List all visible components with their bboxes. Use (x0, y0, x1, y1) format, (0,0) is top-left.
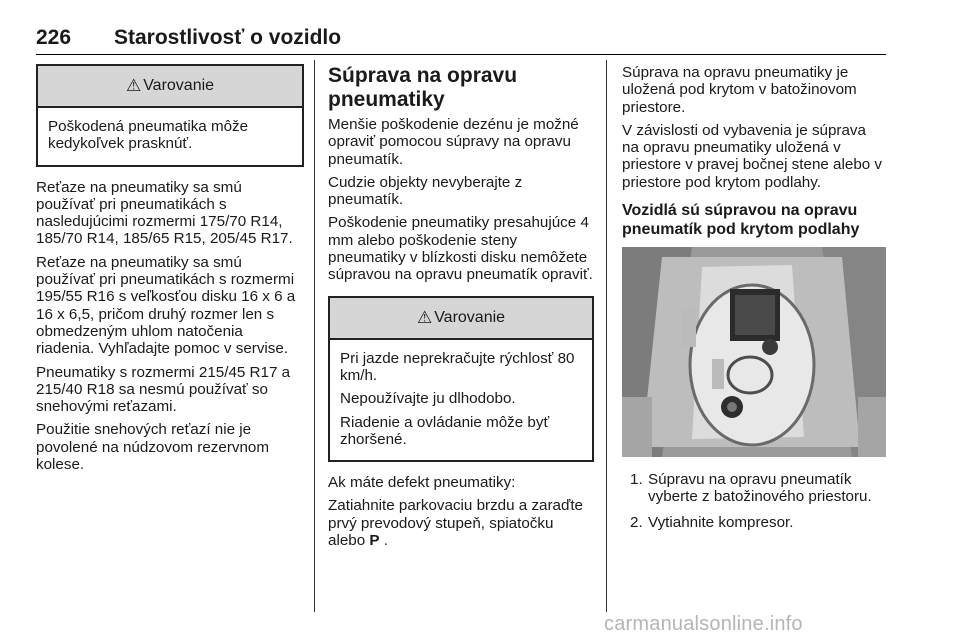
column-divider-1 (314, 60, 315, 612)
step-item (622, 471, 886, 506)
warning-item: Riadenie a ovládanie môže byť zhoršené. (340, 413, 550, 448)
step-item (622, 514, 886, 531)
paragraph: Menšie poškodenie dezénu je možné opraviť pomocou súpravy na opravu pneumatík. (328, 116, 579, 168)
running-title: Starostlivosť o vozidlo (114, 26, 342, 49)
page-number: 226 (36, 26, 72, 49)
paragraph-text: Zatiahnite parkovaciu brzdu a zaraďte prvý prevodový stupeň, spiatočku alebo (328, 497, 584, 550)
step-number: 2. (630, 513, 643, 531)
paragraph: Reťaze na pneumatiky sa smú používať pri pneumatikách s rozmermi 195/55 R16 s veľkosťou disku 16 x 6 a 16 x 6,5, pričom druhý rozmer len s obmedzeným uhlom natočenia riadenia. Vyhľadajte pomoc v servise. (36, 253, 296, 358)
warning-triangle-icon: ⚠ (125, 76, 142, 96)
warning-body (330, 340, 592, 460)
warning-label: Varovanie (143, 77, 215, 95)
warning-item: Nepoužívajte ju dlhodobo. (340, 390, 516, 408)
warning-header (38, 66, 302, 108)
header-rule (36, 54, 886, 55)
steps-list (622, 471, 886, 531)
paragraph: Ak máte defekt pneumatiky: (328, 474, 516, 492)
warning-body (38, 108, 302, 165)
paragraph: Súprava na opravu pneumatiky je uložená pod krytom v batožinovom priestore. (622, 64, 857, 116)
column-divider-2 (606, 60, 607, 612)
paragraph: Poškodenie pneumatiky presahujúce 4 mm alebo poškodenie steny pneumatiky v blízkosti disku nemôžete súpravou na opravu pneumatík opraviť. (328, 214, 593, 284)
warning-box-2 (328, 296, 594, 462)
paragraph-end: . (383, 532, 389, 550)
step-text: Súpravu na opravu pneumatík vyberte z batožinového priestoru. (648, 471, 872, 506)
step-text: Vytiahnite kompresor. (648, 513, 794, 531)
warning-box-1 (36, 64, 304, 167)
column-2 (328, 64, 594, 555)
paragraph: Reťaze na pneumatiky sa smú používať pri pneumatikách s nasledujúcimi rozmermi 175/70 R14, 185/70 R14, 185/65 R15, 205/45 R17. (36, 178, 293, 248)
column-3 (622, 64, 886, 539)
trunk-repair-kit-photo (622, 247, 886, 457)
paragraph: V závislosti od vybavenia je súprava na opravu pneumatiky uložená v priestore v pravej bočnej stene alebo v priestore pod krytom podlahy. (622, 121, 883, 191)
warning-item: Pri jazde neprekračujte rýchlosť 80 km/h. (340, 349, 575, 384)
warning-triangle-icon: ⚠ (416, 308, 433, 328)
subheading: Vozidlá sú súpravou na opravu pneumatík pod krytom podlahy (622, 202, 860, 239)
section-title: Súprava na opravu pneumatiky (328, 64, 518, 111)
warning-header (330, 298, 592, 340)
warning-text: Poškodená pneumatika môže kedykoľvek prasknúť. (48, 118, 249, 153)
page-header (36, 26, 884, 54)
column-1 (36, 64, 304, 479)
watermark: carmanualsonline.info (604, 613, 803, 635)
paragraph: Použitie snehových reťazí nie je povolené na núdzovom rezervnom kolese. (36, 421, 270, 474)
step-number: 1. (630, 471, 643, 489)
gear-letter: P (369, 532, 380, 550)
paragraph-with-gear (328, 497, 594, 549)
paragraph: Pneumatiky s rozmermi 215/45 R17 a 215/40 R18 sa nesmú používať so snehovými reťazami. (36, 363, 291, 416)
warning-label: Varovanie (434, 309, 506, 327)
paragraph: Cudzie objekty nevyberajte z pneumatík. (328, 173, 523, 209)
